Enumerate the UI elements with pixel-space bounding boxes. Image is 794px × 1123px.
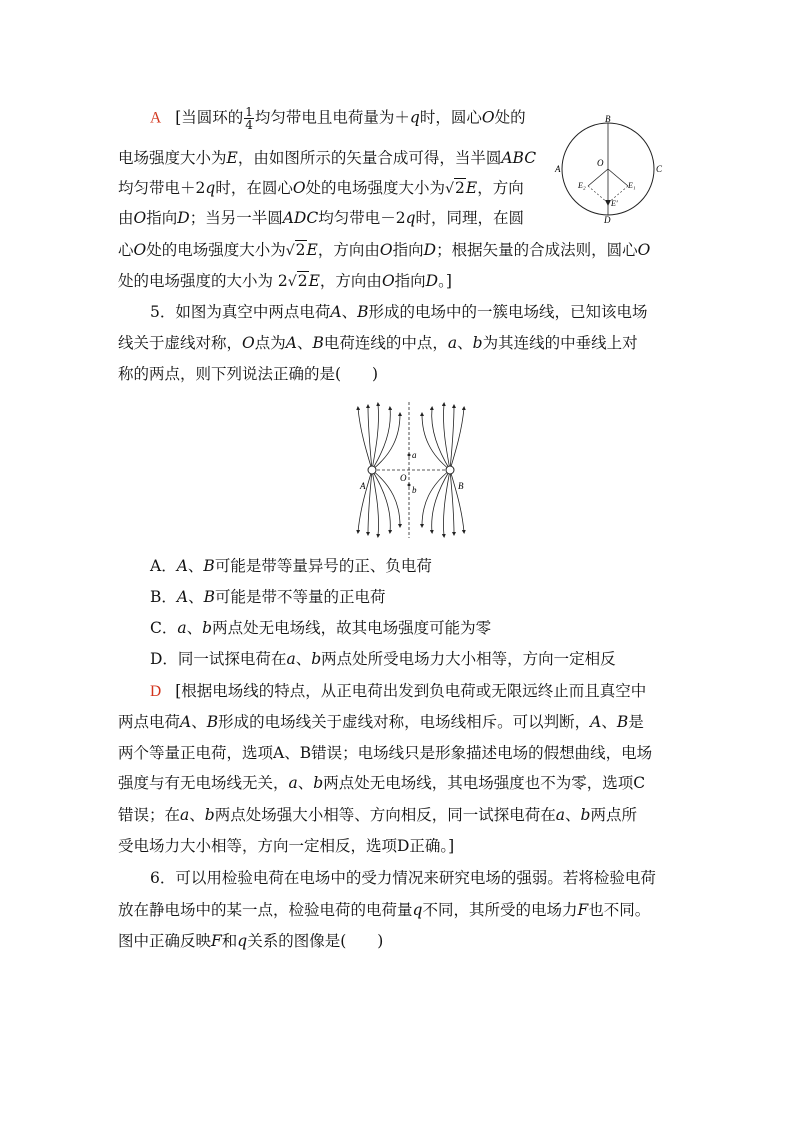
q5-explanation-line-1: D [根据电场线的特点，从正电荷出发到负电荷或无限远终止而且真空中 [150,682,647,700]
label-C: C [656,164,663,174]
q5-stem-line-3: 称的两点，则下列说法正确的是( ) [118,365,379,383]
answer-letter: D [150,683,162,700]
sqrt-symbol: √2 [287,272,308,290]
label-E2: E₂ [578,181,586,190]
label-Eprime: E′ [611,199,618,208]
q6-stem-line-2: 放在静电场中的某一点，检验电荷的电荷量q不同，其所受的电场力F也不同。 [118,901,651,919]
q5-stem-line-1: 5．如图为真空中两点电荷A、B形成的电场中的一簇电场线，已知该电场 [150,303,648,321]
label-O: O [400,473,407,483]
label-D: D [604,215,611,225]
q5-stem-line-2: 线关于虚线对称，O点为A、B电荷连线的中点，a、b为其连线的中垂线上对 [118,334,638,352]
q5-explanation-line-4: 强度与有无电场线无关，a、b两点处无电场线，其电场强度也不为零，选项C [118,774,646,792]
q4-answer-line-3: 均匀带电＋2q时，在圆心O处的电场强度大小为√2E，方向 [118,179,524,197]
label-b: b [412,485,417,495]
q4-answer-line-2: 电场强度大小为E，由如图所示的矢量合成可得，当半圆ABC [118,149,537,167]
label-E1: E₁ [628,181,636,190]
label-a: a [412,450,417,460]
q5-explanation-line-2: 两点电荷A、B形成的电场线关于虚线对称，电场线相斥。可以判断，A、B是 [118,713,644,731]
q4-answer-line-4: 由O指向D；当另一半圆ADC均匀带电－2q时，同理，在圆 [118,209,525,227]
answer-letter: A [150,109,162,127]
sqrt-symbol: √2 [445,179,465,197]
q6-stem-line-3: 图中正确反映F和q关系的图像是( ) [118,932,384,950]
field-lines-diagram [356,400,472,540]
q5-explanation-line-5: 错误；在a、b两点处场强大小相等、方向相反，同一试探电荷在a、b两点所 [118,806,637,824]
q5-explanation-line-3: 两个等量正电荷，选项A、B错误；电场线只是形象描述电场的假想曲线，电场 [118,744,653,762]
label-A: A [360,481,366,491]
fraction-one-quarter: $\frac{1}{4}$ [245,105,253,132]
q5-explanation-line-6: 受电场力大小相等，方向一定相反，选项D正确。] [118,837,455,855]
label-B: B [458,481,464,491]
sqrt-symbol: √2 [285,241,306,259]
label-B: B [605,114,611,124]
q4-answer-line-1: A [当圆环的 $\frac{1}{4}$ 均匀带电且电荷量为＋q时，圆心O处的 [150,105,526,132]
circle-field-diagram [556,114,666,226]
q4-answer-line-6: 处的电场强度的大小为 2√2E，方向由O指向D。] [118,272,452,290]
q5-option-c: C．a、b两点处无电场线，故其电场强度可能为零 [150,619,492,637]
q6-stem-line-1: 6．可以用检验电荷在电场中的受力情况来研究电场的强弱。若将检验电荷 [150,869,656,887]
q5-option-b: B．A、B可能是带不等量的正电荷 [150,588,386,606]
q4-answer-line-5: 心O处的电场强度大小为√2E，方向由O指向D；根据矢量的合成法则，圆心O [118,241,651,259]
q5-option-a: A．A、B可能是带等量异号的正、负电荷 [150,557,432,575]
q5-option-d: D．同一试探电荷在a、b两点处所受电场力大小相等，方向一定相反 [150,650,616,668]
label-A: A [555,164,561,174]
label-O: O [597,158,604,168]
